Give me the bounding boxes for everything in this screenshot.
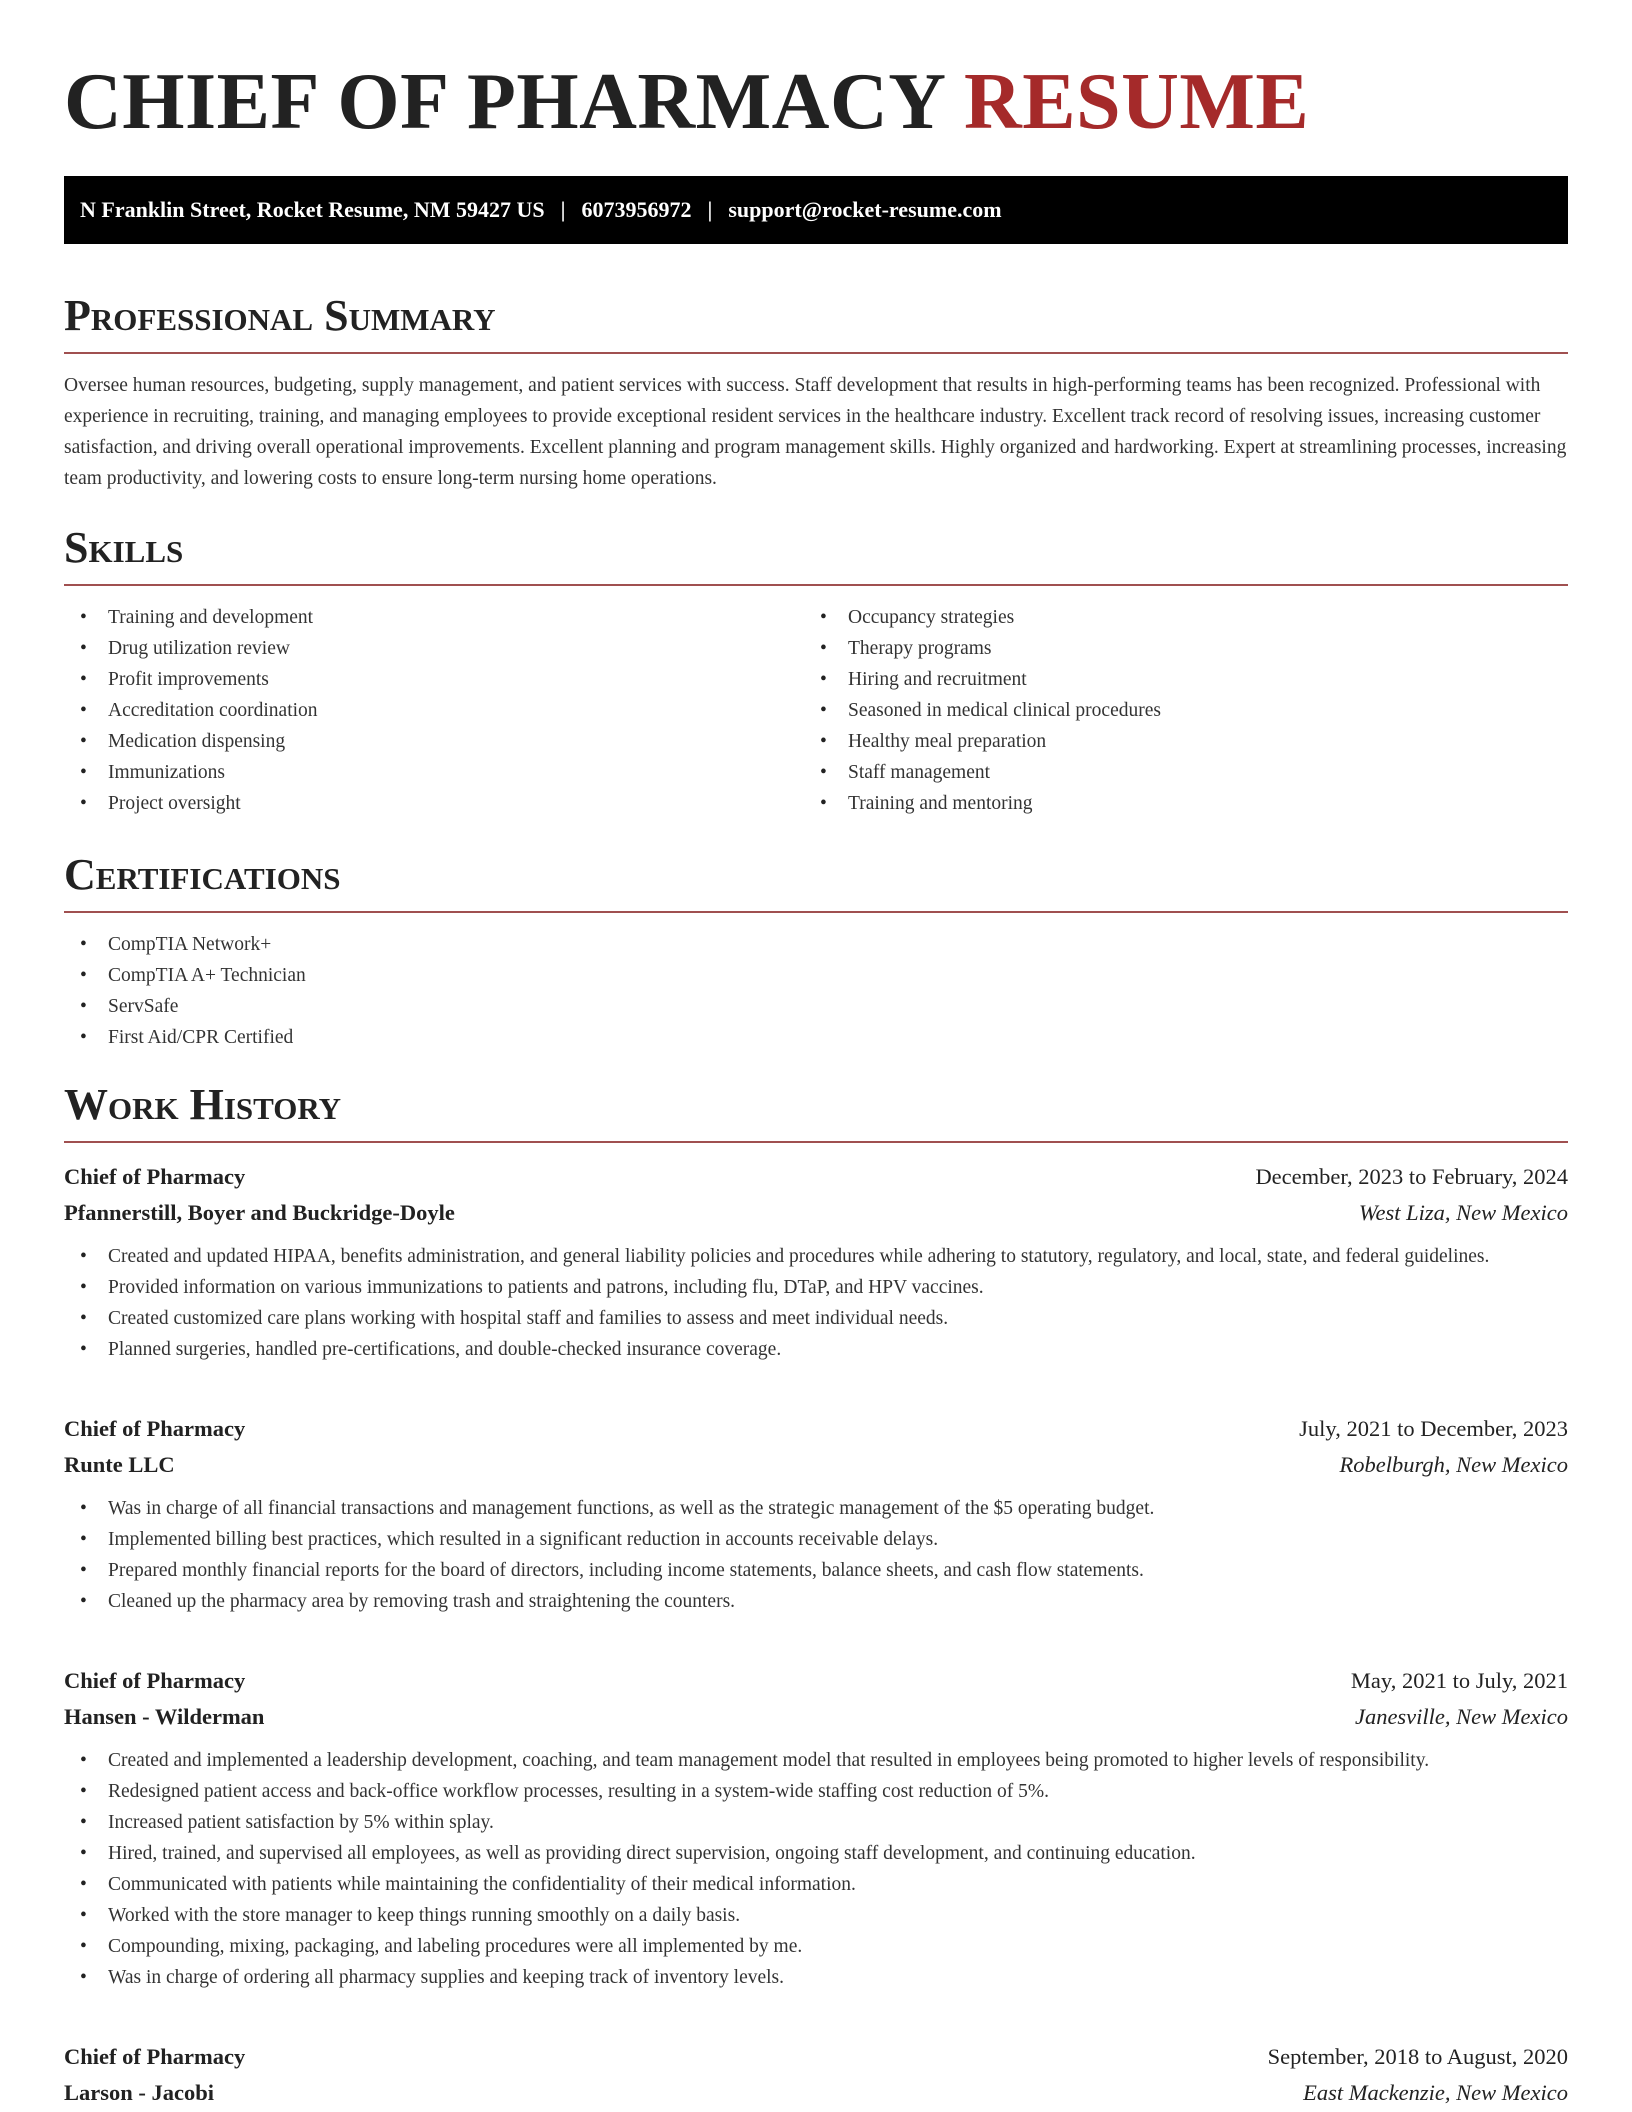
job-bullets: [64, 1241, 1568, 1365]
section-divider: [64, 911, 1568, 913]
job-title: Chief of Pharmacy: [64, 1668, 246, 1693]
job-entry: [64, 1159, 1568, 1365]
section-divider: [64, 352, 1568, 354]
job-bullet: • Created customized care plans working with hospital staff and families to assess and meet individual needs.: [64, 1303, 1568, 1334]
skill-item: • Seasoned in medical clinical procedures: [804, 695, 1544, 726]
contact-email: support@rocket-resume.com: [728, 197, 1002, 222]
job-company-row: [64, 1699, 1568, 1735]
job-location: East Mackenzie, New Mexico: [1303, 2080, 1568, 2105]
job-company: Hansen - Wilderman: [64, 1704, 265, 1729]
job-bullet: • Provided information on various immunizations to patients and patrons, including flu, DTaP, and HPV vaccines.: [64, 1272, 1568, 1303]
work-history-section: [64, 1079, 1568, 2111]
resume-title: [64, 52, 1568, 152]
job-bullet: • Communicated with patients while maintaining the confidentiality of their medical information.: [64, 1869, 1568, 1900]
job-header-row: [64, 1159, 1568, 1195]
skill-item: • Accreditation coordination: [64, 695, 804, 726]
job-bullet: • Cleaned up the pharmacy area by removing trash and straightening the counters.: [64, 1586, 1568, 1617]
job-title: Chief of Pharmacy: [64, 1416, 246, 1441]
job-entry: [64, 1663, 1568, 1993]
job-company: Runte LLC: [64, 1452, 175, 1477]
job-bullet: • Implemented billing best practices, which resulted in a significant reduction in accounts receivable delays.: [64, 1524, 1568, 1555]
contact-separator: |: [560, 197, 566, 222]
contact-separator: |: [707, 197, 713, 222]
summary-section: [64, 290, 1568, 494]
skill-item: • Training and mentoring: [804, 788, 1544, 819]
skills-section: [64, 522, 1568, 819]
skill-item: • Occupancy strategies: [804, 602, 1544, 633]
skill-item: • Healthy meal preparation: [804, 726, 1544, 757]
job-bullet: • Hired, trained, and supervised all employees, as well as providing direct supervision, ongoing staff development, and continuing education.: [64, 1838, 1568, 1869]
title-main: CHIEF OF PHARMACY: [64, 58, 944, 146]
certification-item: • First Aid/CPR Certified: [64, 1022, 1568, 1053]
job-title: Chief of Pharmacy: [64, 1164, 246, 1189]
job-company-row: [64, 1195, 1568, 1231]
section-divider: [64, 1141, 1568, 1143]
job-bullets: [64, 1745, 1568, 1993]
skill-item: • Hiring and recruitment: [804, 664, 1544, 695]
job-bullet: • Created and implemented a leadership development, coaching, and team management model that resulted in employees being promoted to higher levels of responsibility.: [64, 1745, 1568, 1776]
skill-item: • Staff management: [804, 757, 1544, 788]
job-entry: [64, 1411, 1568, 1617]
job-bullets: [64, 1493, 1568, 1617]
contact-bar: [64, 176, 1568, 244]
job-bullet: • Created and updated HIPAA, benefits administration, and general liability policies and procedures while adhering to statutory, regulatory, and local, state, and federal guidelines.: [64, 1241, 1568, 1272]
skill-item: • Immunizations: [64, 757, 804, 788]
skills-list-right: [804, 602, 1544, 819]
section-heading: Skills: [64, 523, 184, 572]
job-dates: December, 2023 to February, 2024: [1255, 1164, 1568, 1189]
section-divider: [64, 584, 1568, 586]
title-accent: RESUME: [964, 58, 1310, 146]
skill-item: • Profit improvements: [64, 664, 804, 695]
skill-item: • Project oversight: [64, 788, 804, 819]
certification-item: • ServSafe: [64, 991, 1568, 1022]
certifications-list: [64, 929, 1568, 1053]
job-dates: May, 2021 to July, 2021: [1350, 1668, 1568, 1693]
job-header-row: [64, 1663, 1568, 1699]
job-location: West Liza, New Mexico: [1358, 1200, 1568, 1225]
contact-phone: 6073956972: [581, 197, 692, 222]
job-bullet: • Increased patient satisfaction by 5% within splay.: [64, 1807, 1568, 1838]
job-entry: [64, 2039, 1568, 2111]
skill-item: • Drug utilization review: [64, 633, 804, 664]
job-company-row: [64, 2075, 1568, 2111]
section-heading: Professional Summary: [64, 291, 496, 340]
job-header-row: [64, 1411, 1568, 1447]
job-bullet: • Compounding, mixing, packaging, and labeling procedures were all implemented by me.: [64, 1931, 1568, 1962]
job-bullet: • Worked with the store manager to keep things running smoothly on a daily basis.: [64, 1900, 1568, 1931]
skill-item: • Medication dispensing: [64, 726, 804, 757]
job-location: Robelburgh, New Mexico: [1339, 1452, 1568, 1477]
job-bullet: • Was in charge of ordering all pharmacy supplies and keeping track of inventory levels.: [64, 1962, 1568, 1993]
job-location: Janesville, New Mexico: [1354, 1704, 1568, 1729]
job-bullet: • Planned surgeries, handled pre-certifications, and double-checked insurance coverage.: [64, 1334, 1568, 1365]
job-company-row: [64, 1447, 1568, 1483]
summary-text: Oversee human resources, budgeting, supply management, and patient services with success. Staff development that results in high-performing teams has been recognized. Professional with experience in recruiting, training, and managing employees to provide exceptional resident services in the healthcare industry. Excellent track record of resolving issues, increasing customer satisfaction, and driving overall operational improvements. Excellent planning and program management skills. Highly organized and hardworking. Expert at streamlining processes, increasing team productivity, and lowering costs to ensure long-term nursing home operations.: [64, 375, 1567, 489]
job-company: Larson - Jacobi: [64, 2080, 215, 2105]
job-bullet: • Was in charge of all financial transactions and management functions, as well as the strategic management of the $5 operating budget.: [64, 1493, 1568, 1524]
certification-item: • CompTIA A+ Technician: [64, 960, 1568, 991]
skill-item: • Therapy programs: [804, 633, 1544, 664]
job-dates: July, 2021 to December, 2023: [1299, 1416, 1568, 1441]
certification-item: • CompTIA Network+: [64, 929, 1568, 960]
section-heading: Certifications: [64, 850, 341, 899]
job-title: Chief of Pharmacy: [64, 2044, 246, 2069]
job-bullet: • Prepared monthly financial reports for the board of directors, including income statements, balance sheets, and cash flow statements.: [64, 1555, 1568, 1586]
skills-list-left: [64, 602, 804, 819]
job-company: Pfannerstill, Boyer and Buckridge-Doyle: [64, 1200, 455, 1225]
section-heading: Work History: [64, 1080, 342, 1129]
skill-item: • Training and development: [64, 602, 804, 633]
skills-grid: [64, 602, 1568, 819]
contact-address: N Franklin Street, Rocket Resume, NM 59427 US: [80, 197, 545, 222]
certifications-section: [64, 849, 1568, 1053]
job-bullet: • Redesigned patient access and back-office workflow processes, resulting in a system-wide staffing cost reduction of 5%.: [64, 1776, 1568, 1807]
job-header-row: [64, 2039, 1568, 2075]
job-dates: September, 2018 to August, 2020: [1267, 2044, 1568, 2069]
